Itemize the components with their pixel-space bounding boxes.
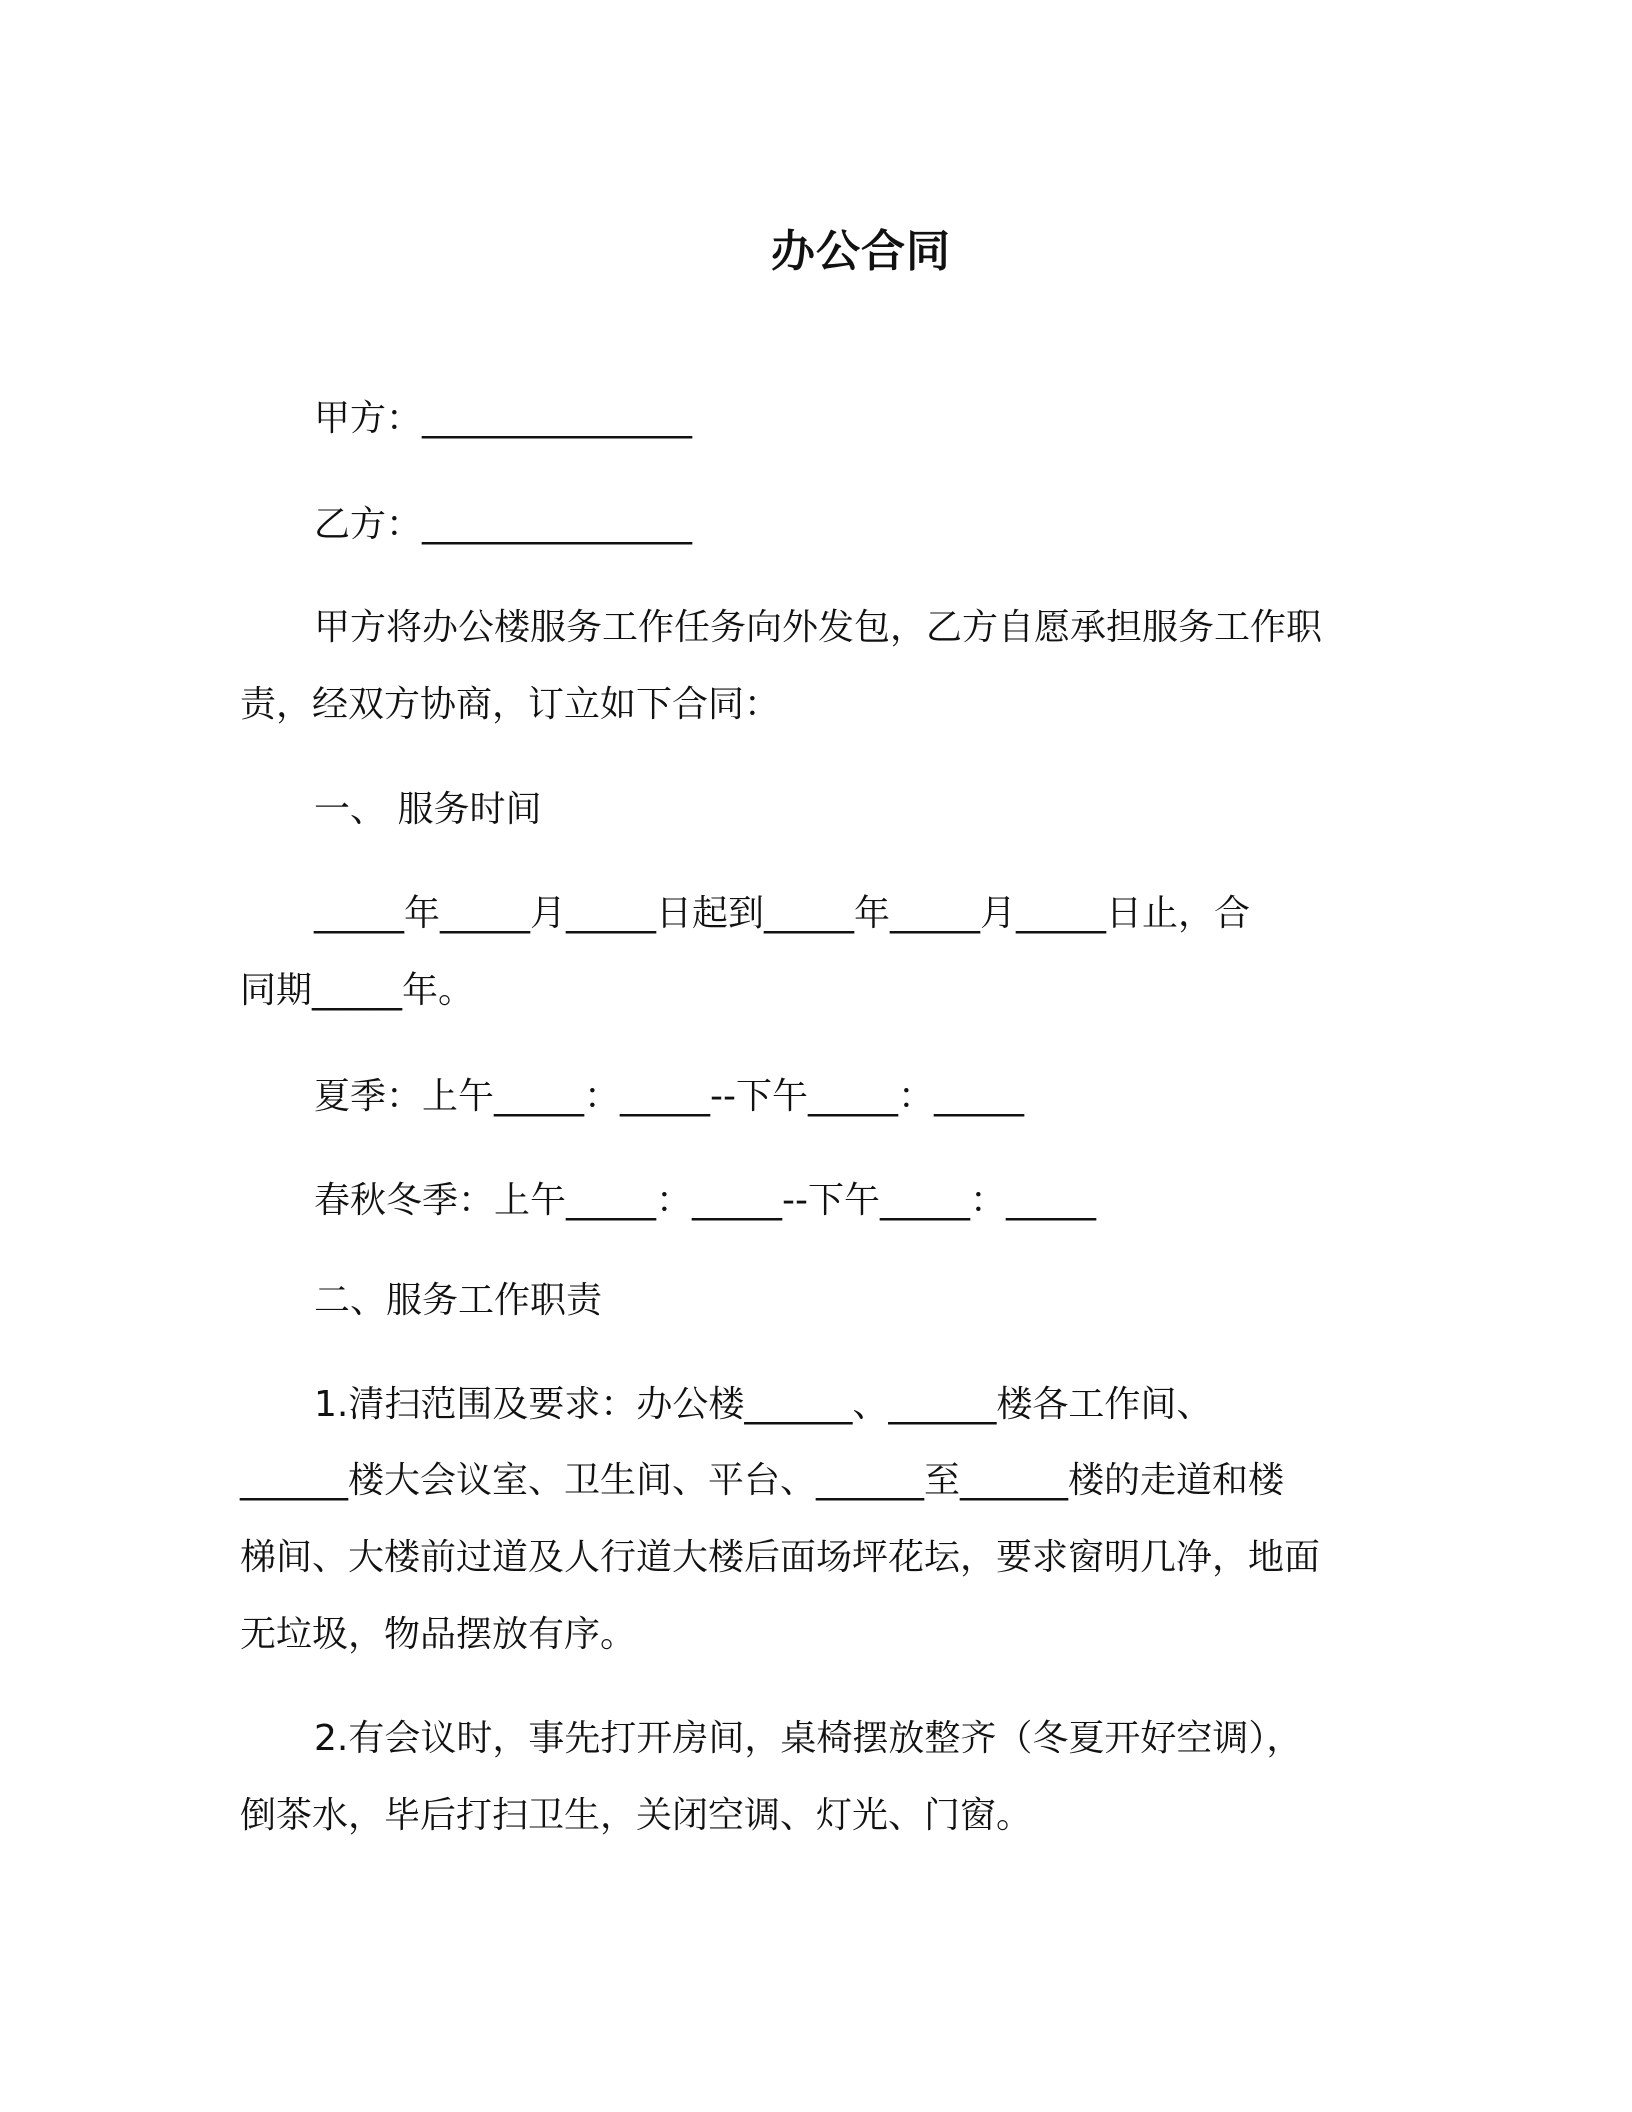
duty-1-line-3: 梯间、大楼前过道及人行道大楼后面场坪花坛，要求窗明几净，地面	[240, 1537, 1321, 1578]
document-title: 办公合同	[771, 226, 951, 277]
party-b-line: 乙方：_______________	[314, 504, 693, 545]
duty-1-line-4: 无垃圾，物品摆放有序。	[240, 1614, 637, 1655]
service-period-line-2: 同期_____年。	[240, 970, 475, 1011]
paragraph-intro-line-2: 责，经双方协商，订立如下合同：	[240, 684, 781, 725]
summer-hours-line: 夏季：上午_____：_____--下午_____：_____	[314, 1076, 1024, 1117]
service-period-line-1: _____年_____月_____日起到_____年_____月_____日止，合	[314, 893, 1251, 934]
duty-2-line-2: 倒茶水，毕后打扫卫生，关闭空调、灯光、门窗。	[240, 1795, 1033, 1836]
section-heading-duties: 二、服务工作职责	[314, 1280, 603, 1321]
duty-2-line-1: 2.有会议时，事先打开房间，桌椅摆放整齐（冬夏开好空调），	[314, 1718, 1303, 1759]
paragraph-intro-line-1: 甲方将办公楼服务工作任务向外发包，乙方自愿承担服务工作职	[314, 607, 1323, 648]
other-seasons-hours-line: 春秋冬季：上午_____：_____--下午_____：_____	[314, 1180, 1096, 1221]
duty-1-line-1: 1.清扫范围及要求：办公楼______、______楼各工作间、	[314, 1384, 1213, 1425]
section-heading-service-time: 一、 服务时间	[314, 789, 542, 830]
party-a-line: 甲方：_______________	[314, 398, 693, 439]
duty-1-line-2: ______楼大会议室、卫生间、平台、______至______楼的走道和楼	[240, 1460, 1285, 1501]
